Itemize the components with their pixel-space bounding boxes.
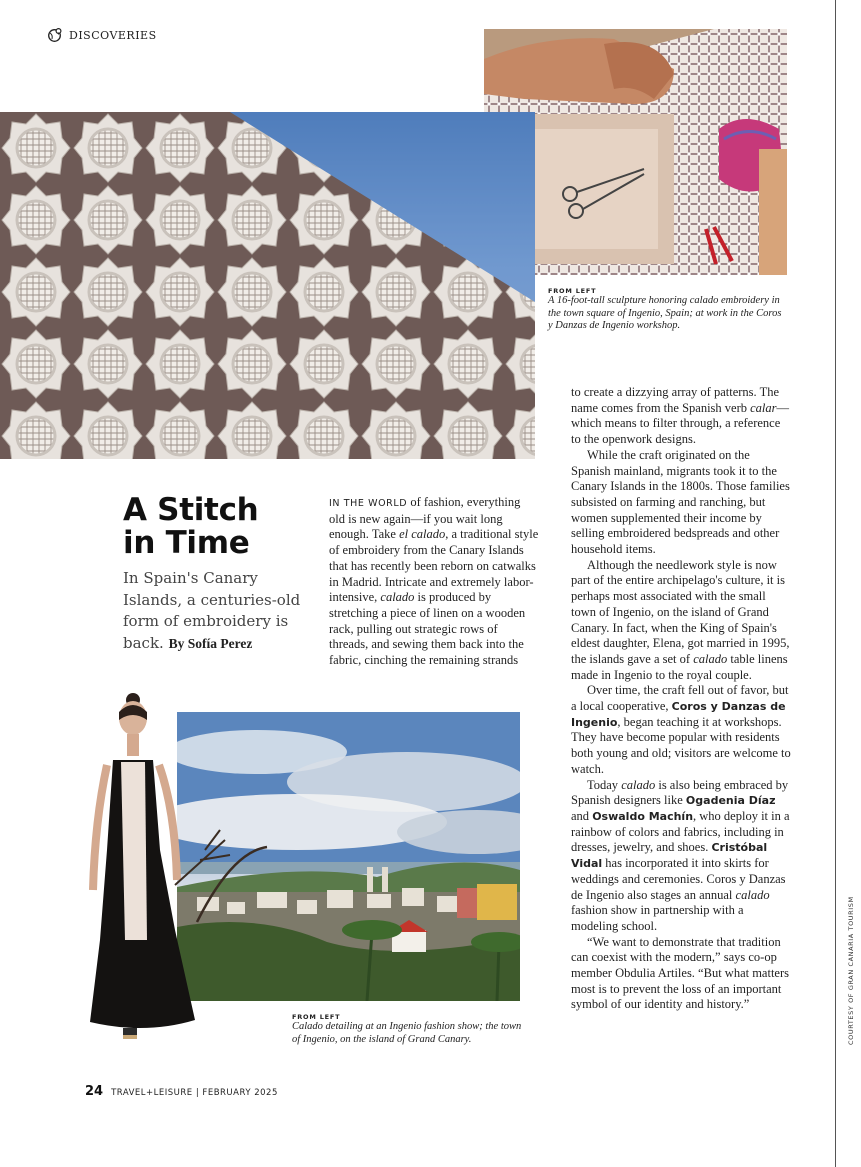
paragraph: “We want to demonstrate that tradition can coexist with the modern,” says co-op member Obdulia Artiles. “But what matters most is to prevent the loss of an important symbol of our identity and history.” — [571, 934, 790, 1012]
dek-text: In Spain's Canary Islands, a centuries-old form of embroidery is back. — [123, 569, 301, 652]
headline-line: A Stitch — [123, 492, 259, 528]
lead-in: IN THE WORLD — [329, 498, 408, 509]
caption-top — [548, 287, 788, 333]
globe-pin-icon — [47, 27, 63, 43]
paragraph — [571, 778, 791, 935]
text-run: has incorporated it into skirts for weddings and ceremonies. Coros y Danzas de Ingenio also stages an annual — [571, 856, 786, 902]
paragraph — [571, 385, 791, 448]
caption-text: A 16-foot-tall sculpture honoring calado embroidery in the town square of Ingenio, Spain; at work in the Coros y Danzas de Ingenio workshop. — [548, 295, 782, 331]
text-run: , a traditional style of embroidery from the Canary Islands that has recently been reborn on catwalks in Madrid. Intricate and extremely labor-intensive, — [329, 527, 539, 605]
text-run: fashion show in partnership with a modeling school. — [571, 903, 744, 933]
page-edge-rule — [835, 0, 836, 1167]
text-run: to create a dizzying array of patterns. The name comes from the Spanish verb — [571, 385, 780, 415]
paragraph: While the craft originated on the Spanish mainland, migrants took it to the Canary Islands in the 1800s. Those families subsisted on farming and ranching, but women supplemented their income by selling embroidered bedspreads and other household items. — [571, 447, 790, 557]
fashion-model-photo — [85, 690, 235, 1045]
text-run: —which means to filter through, a reference to the openwork designs. — [571, 400, 790, 447]
italic-term: calado — [693, 651, 728, 666]
text-run: Over time, the craft fell out of favor, but a local cooperative, — [571, 683, 789, 714]
italic-term: calado — [380, 590, 415, 605]
headline-line: in Time — [123, 525, 250, 561]
text-run: Today — [587, 777, 622, 792]
byline: By Sofía Perez — [168, 635, 253, 651]
text-run: table linens made in Ingenio to the royal couple. — [571, 651, 788, 682]
text-run: Although the needlework style is now part of the entire archipelago's culture, it is perhaps most associated with the small town of Ingenio, on the island of Grand Canary. In fact, when the King of Spain's eldest daughter, Elena, got married in 1995, the islands gave a set of — [571, 557, 790, 666]
italic-term: el calado — [399, 527, 446, 542]
body-column-2 — [571, 385, 791, 1013]
caption-kicker: FROM LEFT — [292, 1013, 341, 1021]
text-run: is also being embraced by Spanish designers like — [571, 777, 789, 808]
text-run: , who deploy it in a rainbow of colors and fabrics, including in dresses, jewelry, and shoes. — [571, 808, 790, 855]
caption-kicker: FROM LEFT — [548, 287, 597, 295]
paragraph — [571, 683, 791, 777]
italic-term: calado — [621, 777, 656, 792]
text-run: , began teaching it at workshops. They have become popular with residents both young and old; visitors are welcome to watch. — [571, 714, 791, 776]
section-label: DISCOVERIES — [69, 28, 157, 42]
sculpture-photo — [0, 112, 535, 459]
paragraph — [329, 495, 539, 669]
paragraph — [571, 558, 791, 684]
folio — [85, 1084, 278, 1099]
caption-bottom — [292, 1013, 532, 1046]
bold-name: Oswaldo Machín — [592, 809, 694, 823]
body-column-1 — [329, 495, 539, 669]
headline — [123, 494, 313, 560]
photo-credit: COURTESY OF GRAN CANARIA TOURISM — [847, 896, 855, 1045]
section-header — [47, 27, 157, 43]
text-run: of fashion, everything old is new again—if you wait long enough. Take — [329, 495, 521, 542]
italic-term: calar — [750, 400, 777, 415]
italic-term: calado — [735, 887, 770, 902]
bold-name: Ogadenia Díaz — [685, 794, 776, 808]
caption-text: Calado detailing at an Ingenio fashion show; the town of Ingenio, on the island of Grand Canary. — [292, 1021, 522, 1045]
bold-name: Cristóbal Vidal — [571, 841, 768, 871]
text-run: is produced by stretching a piece of linen on a wooden rack, pulling out strategic rows of threads, and sewing them back into the fabric, cinching the remaining strands — [329, 590, 526, 668]
publication-line: TRAVEL+LEISURE | FEBRUARY 2025 — [111, 1088, 278, 1098]
text-run: and — [571, 808, 593, 823]
page-number: 24 — [85, 1084, 104, 1099]
bold-name: Coros y Danzas de Ingenio — [571, 700, 786, 729]
dek — [123, 568, 303, 654]
